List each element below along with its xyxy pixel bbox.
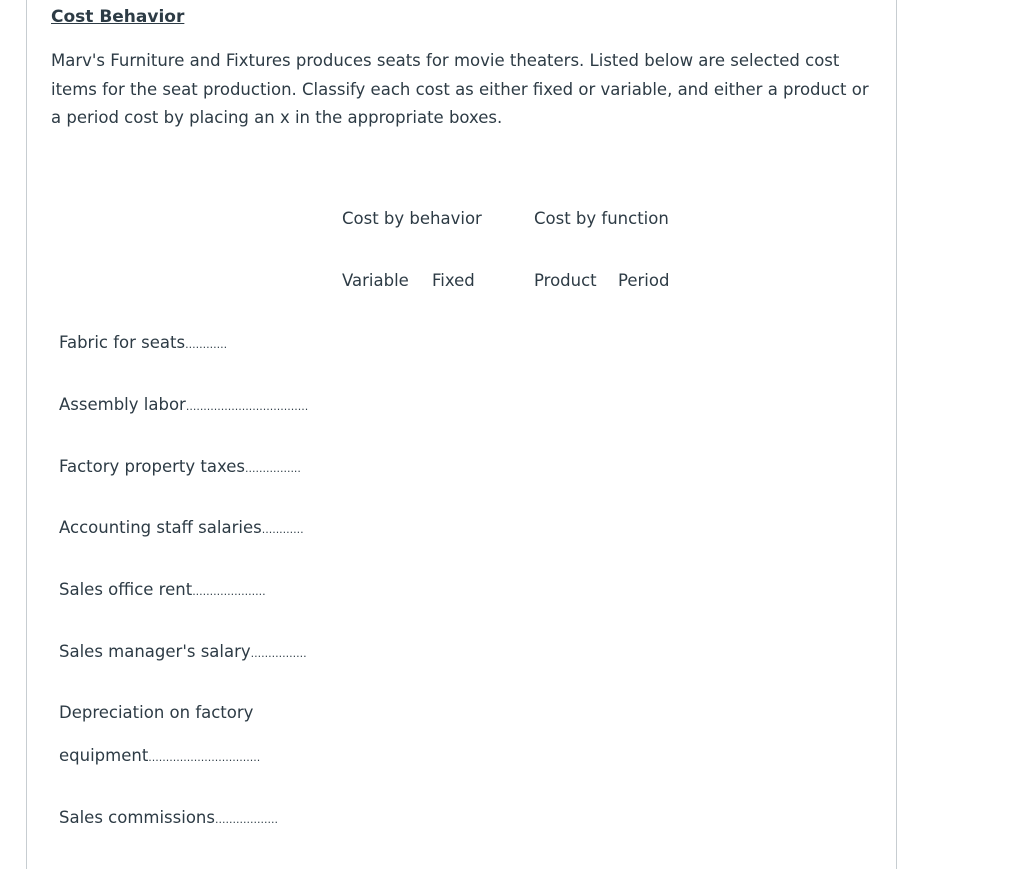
row-label-depreciation-line1: [59, 691, 253, 734]
row-label-assembly-labor: [59, 383, 308, 428]
row-label-depreciation-line2: [59, 734, 260, 779]
row-name: Sales manager's salary: [59, 642, 251, 661]
question-title: Cost Behavior: [51, 7, 185, 27]
row-name: Sales office rent: [59, 580, 193, 599]
question-intro: Marv's Furniture and Fixtures produces seats for movie theaters. Listed below are selected cost items for the seat production. Classify each cost as either fixed or variable, and either a product or a period cost by placing an x in the appropriate boxes.: [51, 51, 869, 127]
row-name: Assembly labor: [59, 395, 186, 414]
row-dots: ................................: [148, 751, 261, 764]
row-label-sales-managers-salary: [59, 630, 307, 675]
row-dots: .....................: [192, 585, 266, 598]
header-cost-by-function: Cost by function: [534, 209, 669, 228]
row-dots: ...................................: [185, 400, 309, 413]
header-product: Product: [534, 271, 597, 290]
row-dots: ............: [185, 338, 228, 351]
row-name: Sales commissions: [59, 808, 215, 827]
row-dots: ................: [244, 462, 301, 475]
row-label-sales-commissions: [59, 796, 278, 841]
header-cost-by-behavior: Cost by behavior: [342, 209, 482, 228]
row-label-factory-property-taxes: [59, 445, 301, 490]
row-name: Factory property taxes: [59, 457, 245, 476]
row-dots: ..................: [215, 813, 278, 826]
row-name: equipment: [59, 746, 149, 765]
header-fixed: Fixed: [432, 271, 475, 290]
row-label-accounting-staff-salaries: [59, 506, 304, 551]
row-name: Accounting staff salaries: [59, 518, 262, 537]
row-dots: ............: [261, 523, 304, 536]
row-label-fabric-for-seats: [59, 321, 227, 366]
header-period: Period: [618, 271, 670, 290]
header-variable: Variable: [342, 271, 409, 290]
row-dots: ................: [250, 647, 307, 660]
row-name: Fabric for seats: [59, 333, 186, 352]
row-name: Depreciation on factory: [59, 703, 254, 722]
row-label-sales-office-rent: [59, 568, 266, 613]
